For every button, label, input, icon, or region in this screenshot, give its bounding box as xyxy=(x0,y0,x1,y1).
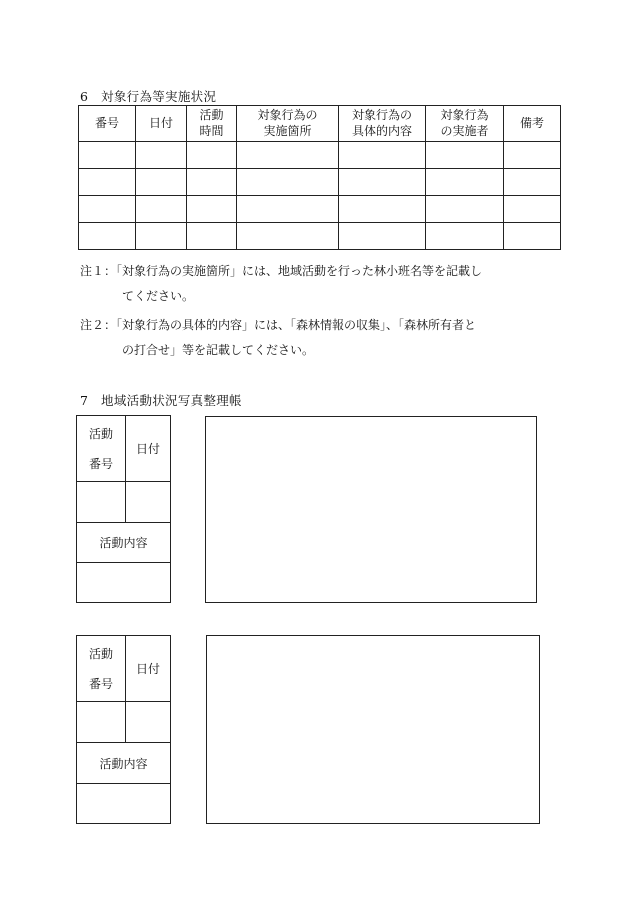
table-row xyxy=(79,142,561,169)
table-cell[interactable] xyxy=(187,169,237,196)
table-cell[interactable] xyxy=(237,169,339,196)
activity-content-field[interactable] xyxy=(77,563,170,602)
column-header-date: 日付 xyxy=(136,106,187,142)
table-cell[interactable] xyxy=(237,142,339,169)
table-cell[interactable] xyxy=(79,142,136,169)
date-label: 日付 xyxy=(135,662,160,676)
table-cell[interactable] xyxy=(339,169,426,196)
table-cell[interactable] xyxy=(79,223,136,250)
note-1-line-2: てください。 xyxy=(122,289,195,303)
table-cell[interactable] xyxy=(504,142,561,169)
table-cell[interactable] xyxy=(426,169,504,196)
table-row xyxy=(79,223,561,250)
section-6-title: 6 対象行為等実施状況 xyxy=(80,89,217,104)
photo-frame-1[interactable] xyxy=(205,416,537,603)
activity-content-field[interactable] xyxy=(77,784,170,823)
photo-record-info-2 xyxy=(76,635,171,824)
date-label: 日付 xyxy=(135,442,160,456)
table-row xyxy=(79,169,561,196)
date-field[interactable] xyxy=(126,482,170,522)
table-cell[interactable] xyxy=(426,196,504,223)
activity-number-label: 活動 番号 xyxy=(88,646,113,691)
table-cell[interactable] xyxy=(504,196,561,223)
table-cell[interactable] xyxy=(79,169,136,196)
table-cell[interactable] xyxy=(504,169,561,196)
activity-content-label: 活動内容 xyxy=(99,536,148,550)
activity-implementation-table xyxy=(78,105,561,250)
column-header-remarks: 備考 xyxy=(504,106,561,142)
table-cell[interactable] xyxy=(426,223,504,250)
photo-record-info-1 xyxy=(76,415,171,603)
activity-content-label: 活動内容 xyxy=(99,756,148,771)
activity-number-field[interactable] xyxy=(77,482,125,522)
table-cell[interactable] xyxy=(339,196,426,223)
table-cell[interactable] xyxy=(136,142,187,169)
activity-number-label: 活動 番号 xyxy=(88,426,113,471)
activity-number-field[interactable] xyxy=(77,702,125,742)
column-header-location: 対象行為の 実施箇所 xyxy=(237,106,339,142)
table-cell[interactable] xyxy=(426,142,504,169)
date-field[interactable] xyxy=(126,702,170,742)
note-2-line-2: の打合せ」等を記載してください。 xyxy=(122,343,315,357)
column-header-performer: 対象行為 の実施者 xyxy=(426,106,504,142)
table-cell[interactable] xyxy=(136,169,187,196)
table-cell[interactable] xyxy=(339,142,426,169)
table-cell[interactable] xyxy=(237,223,339,250)
photo-frame-2[interactable] xyxy=(206,635,540,824)
section-7-title: 7 地域活動状況写真整理帳 xyxy=(80,393,242,408)
table-cell[interactable] xyxy=(79,196,136,223)
column-header-number: 番号 xyxy=(79,106,136,142)
table-cell[interactable] xyxy=(237,196,339,223)
note-2-line-1: 注２：「対象行為の具体的内容」には、「森林情報の収集」、「森林所有者と xyxy=(80,318,477,332)
table-row xyxy=(79,196,561,223)
table-cell[interactable] xyxy=(339,223,426,250)
table-cell[interactable] xyxy=(187,142,237,169)
note-1-line-1: 注１：「対象行為の実施箇所」には、地域活動を行った林小班名等を記載し xyxy=(80,264,483,278)
table-cell[interactable] xyxy=(187,196,237,223)
column-header-details: 対象行為の 具体的内容 xyxy=(339,106,426,142)
column-header-activity-time: 活動 時間 xyxy=(187,106,237,142)
table-header-row xyxy=(79,106,561,142)
table-cell[interactable] xyxy=(504,223,561,250)
table-cell[interactable] xyxy=(136,223,187,250)
table-cell[interactable] xyxy=(187,223,237,250)
table-cell[interactable] xyxy=(136,196,187,223)
